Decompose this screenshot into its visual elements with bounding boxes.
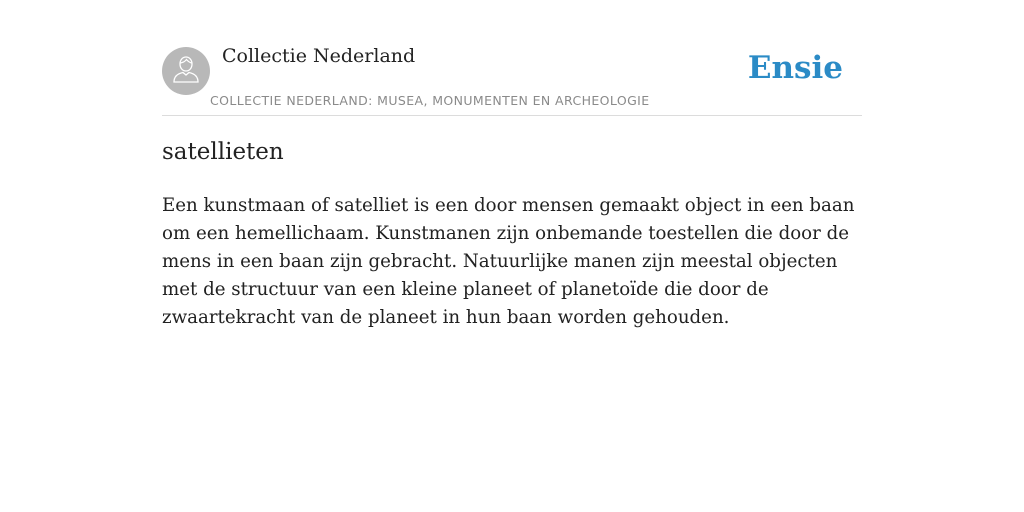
- user-silhouette-icon: [171, 54, 201, 89]
- entry-header: [162, 0, 862, 116]
- brand-logo[interactable]: Ensie: [747, 50, 843, 86]
- source-label[interactable]: COLLECTIE NEDERLAND: MUSEA, MONUMENTEN EN ARCHEOLOGIE: [210, 93, 650, 108]
- entry-definition: Een kunstmaan of satelliet is een door mensen gemaakt object in een baan om een hemellichaam. Kunstmanen zijn onbemande toestellen die door de mens in een baan zijn gebracht. Natuurlijke manen zijn meestal objecten met de structuur van een kleine planeet of planetoïde die door de zwaartekracht van de planeet in hun baan worden gehouden.: [162, 195, 855, 328]
- author-name[interactable]: Collectie Nederland: [222, 45, 416, 67]
- entry-card: [162, 0, 862, 328]
- entry-title: satellieten: [162, 139, 284, 165]
- author-avatar[interactable]: [162, 47, 210, 95]
